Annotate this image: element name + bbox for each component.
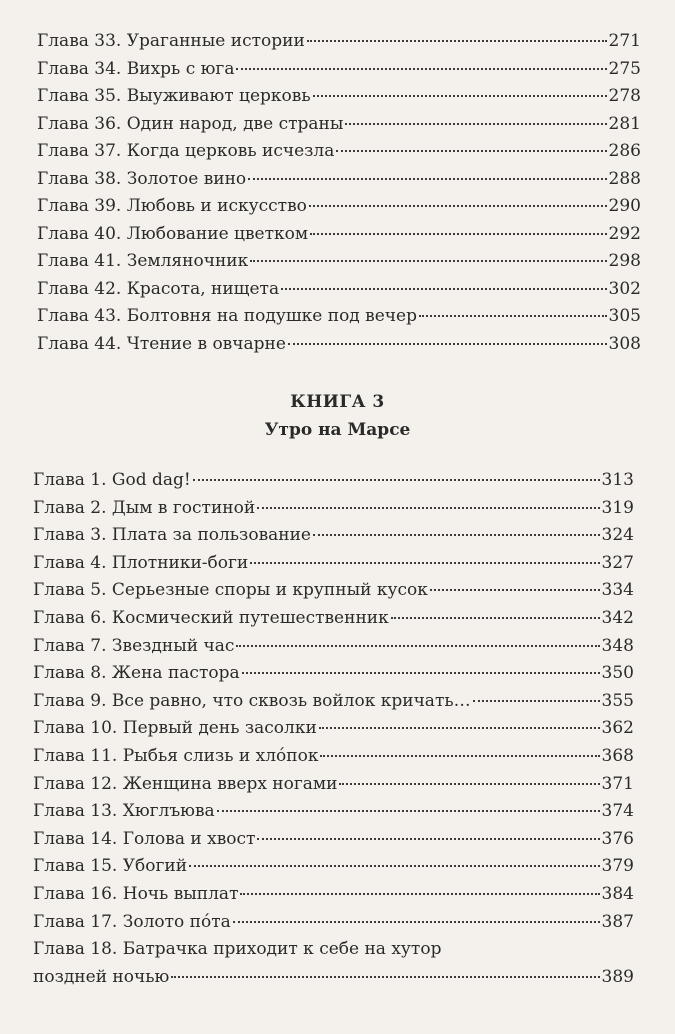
chapter-title: Глава 17. Золото пóта bbox=[33, 911, 231, 932]
chapter-title: Глава 6. Космический путешественник bbox=[33, 607, 389, 628]
dot-leader bbox=[281, 287, 606, 290]
page-number: 350 bbox=[601, 663, 634, 684]
toc-entry bbox=[37, 169, 641, 197]
dot-leader bbox=[473, 699, 600, 702]
chapter-title: Глава 18. Батрачка приходит к себе на хутор bbox=[33, 939, 442, 960]
toc-entry bbox=[33, 498, 634, 526]
dot-leader bbox=[257, 837, 599, 840]
toc-entry bbox=[37, 141, 641, 169]
page-number: 275 bbox=[608, 58, 641, 79]
page-number: 334 bbox=[601, 580, 634, 601]
chapter-title: Глава 1. God dag! bbox=[33, 470, 191, 490]
page-number: 278 bbox=[608, 86, 641, 106]
page-number: 376 bbox=[601, 828, 634, 849]
toc-entry bbox=[37, 279, 641, 307]
toc-entry bbox=[33, 608, 634, 636]
chapter-title-continued: поздней ночью bbox=[33, 966, 170, 987]
toc-entry bbox=[33, 718, 634, 746]
book-subtitle: Утро на Марсе bbox=[264, 420, 411, 440]
toc-entry bbox=[33, 636, 634, 664]
page-number: 355 bbox=[601, 690, 634, 711]
page-number: 290 bbox=[608, 196, 641, 216]
toc-entry bbox=[33, 884, 634, 912]
page-number: 371 bbox=[601, 773, 634, 794]
dot-leader bbox=[419, 314, 607, 317]
toc-list-part-two bbox=[33, 470, 634, 994]
toc-entry bbox=[33, 912, 634, 940]
chapter-title: Глава 11. Рыбья слизь и хлóпок bbox=[33, 745, 319, 766]
toc-entry bbox=[37, 334, 641, 362]
toc-entry bbox=[33, 553, 634, 581]
page-number: 389 bbox=[601, 966, 634, 987]
dot-leader bbox=[250, 259, 606, 262]
page-number: 286 bbox=[608, 141, 641, 161]
toc-entry bbox=[33, 580, 634, 608]
dot-leader bbox=[339, 782, 599, 785]
dot-leader bbox=[320, 754, 599, 757]
chapter-title: Глава 40. Любование цветком bbox=[37, 223, 309, 244]
dot-leader bbox=[313, 533, 600, 536]
toc-entry bbox=[37, 306, 641, 334]
toc-entry bbox=[33, 829, 634, 857]
page-number: 271 bbox=[608, 31, 641, 51]
chapter-title: Глава 44. Чтение в овчарне bbox=[37, 333, 286, 354]
toc-entry bbox=[33, 856, 634, 884]
chapter-title: Глава 13. Хюглъюва bbox=[33, 801, 215, 822]
toc-entry bbox=[37, 224, 641, 252]
dot-leader bbox=[336, 149, 606, 152]
toc-list-part-one bbox=[37, 31, 641, 361]
book-heading: КНИГА 3 bbox=[290, 392, 385, 412]
chapter-title: Глава 12. Женщина вверх ногами bbox=[33, 773, 338, 794]
dot-leader bbox=[310, 232, 606, 235]
dot-leader bbox=[313, 94, 607, 97]
chapter-title: Глава 9. Все равно, что сквозь войлок кричать… bbox=[33, 690, 471, 711]
toc-entry bbox=[37, 196, 641, 224]
chapter-title: Глава 36. Один народ, две страны bbox=[37, 113, 344, 134]
page-number: 308 bbox=[608, 333, 641, 354]
page-number: 342 bbox=[601, 607, 634, 628]
page-number: 362 bbox=[601, 718, 634, 739]
dot-leader bbox=[257, 506, 599, 509]
page-number: 319 bbox=[601, 497, 634, 518]
chapter-title: Глава 7. Звездный час bbox=[33, 635, 235, 656]
chapter-title: Глава 39. Любовь и искусство bbox=[37, 196, 307, 216]
toc-entry bbox=[37, 86, 641, 114]
dot-leader bbox=[193, 478, 600, 481]
chapter-title: Глава 16. Ночь выплат bbox=[33, 883, 239, 904]
toc-entry-continuation bbox=[33, 967, 634, 995]
chapter-title: Глава 2. Дым в гостиной bbox=[33, 497, 256, 518]
page-number: 298 bbox=[608, 251, 641, 271]
page-number: 379 bbox=[601, 856, 634, 877]
dot-leader bbox=[250, 561, 599, 564]
page-number: 292 bbox=[608, 223, 641, 244]
chapter-title: Глава 37. Когда церковь исчезла bbox=[37, 141, 335, 161]
dot-leader bbox=[217, 809, 600, 812]
toc-entry bbox=[33, 663, 634, 691]
dot-leader bbox=[345, 122, 606, 125]
page-number: 288 bbox=[608, 168, 641, 189]
dot-leader bbox=[240, 892, 599, 895]
dot-leader bbox=[242, 671, 600, 674]
toc-entry bbox=[33, 470, 634, 498]
chapter-title: Глава 15. Убогий bbox=[33, 856, 188, 877]
chapter-title: Глава 42. Красота, нищета bbox=[37, 278, 280, 299]
toc-entry bbox=[37, 59, 641, 87]
dot-leader bbox=[248, 177, 606, 180]
toc-entry-multiline bbox=[33, 939, 634, 967]
page-number: 384 bbox=[601, 883, 634, 904]
dot-leader bbox=[430, 588, 600, 591]
toc-entry bbox=[37, 31, 641, 59]
toc-entry bbox=[33, 774, 634, 802]
chapter-title: Глава 38. Золотое вино bbox=[37, 168, 247, 189]
toc-entry bbox=[33, 746, 634, 774]
page-number: 387 bbox=[601, 911, 634, 932]
page-number: 302 bbox=[608, 278, 641, 299]
toc-entry bbox=[33, 525, 634, 553]
chapter-title: Глава 34. Вихрь с юга bbox=[37, 58, 235, 79]
page-number: 348 bbox=[601, 635, 634, 656]
chapter-title: Глава 4. Плотники-боги bbox=[33, 552, 249, 573]
page-number: 281 bbox=[608, 113, 641, 134]
toc-entry bbox=[33, 691, 634, 719]
chapter-title: Глава 35. Выуживают церковь bbox=[37, 86, 311, 106]
page-number: 324 bbox=[601, 525, 634, 546]
dot-leader bbox=[233, 920, 600, 923]
dot-leader bbox=[319, 726, 600, 729]
chapter-title: Глава 8. Жена пастора bbox=[33, 663, 240, 684]
page-number: 305 bbox=[608, 306, 641, 326]
page-number: 374 bbox=[601, 801, 634, 822]
toc-entry bbox=[37, 251, 641, 279]
page-number: 368 bbox=[601, 745, 634, 766]
chapter-title: Глава 43. Болтовня на подушке под вечер bbox=[37, 306, 417, 326]
chapter-title: Глава 5. Серьезные споры и крупный кусок bbox=[33, 580, 428, 601]
dot-leader bbox=[391, 616, 600, 619]
dot-leader bbox=[236, 644, 599, 647]
page-number: 327 bbox=[601, 552, 634, 573]
toc-entry bbox=[37, 114, 641, 142]
chapter-title: Глава 41. Земляночник bbox=[37, 251, 249, 271]
dot-leader bbox=[309, 204, 607, 207]
dot-leader bbox=[236, 67, 606, 70]
dot-leader bbox=[288, 342, 607, 345]
chapter-title: Глава 33. Ураганные истории bbox=[37, 31, 305, 51]
chapter-title: Глава 14. Голова и хвост bbox=[33, 828, 256, 849]
chapter-title: Глава 10. Первый день засолки bbox=[33, 718, 317, 739]
dot-leader bbox=[307, 39, 607, 42]
page-number: 313 bbox=[601, 470, 634, 490]
dot-leader bbox=[189, 864, 599, 867]
dot-leader bbox=[171, 975, 599, 978]
chapter-title: Глава 3. Плата за пользование bbox=[33, 525, 311, 546]
toc-entry bbox=[33, 801, 634, 829]
